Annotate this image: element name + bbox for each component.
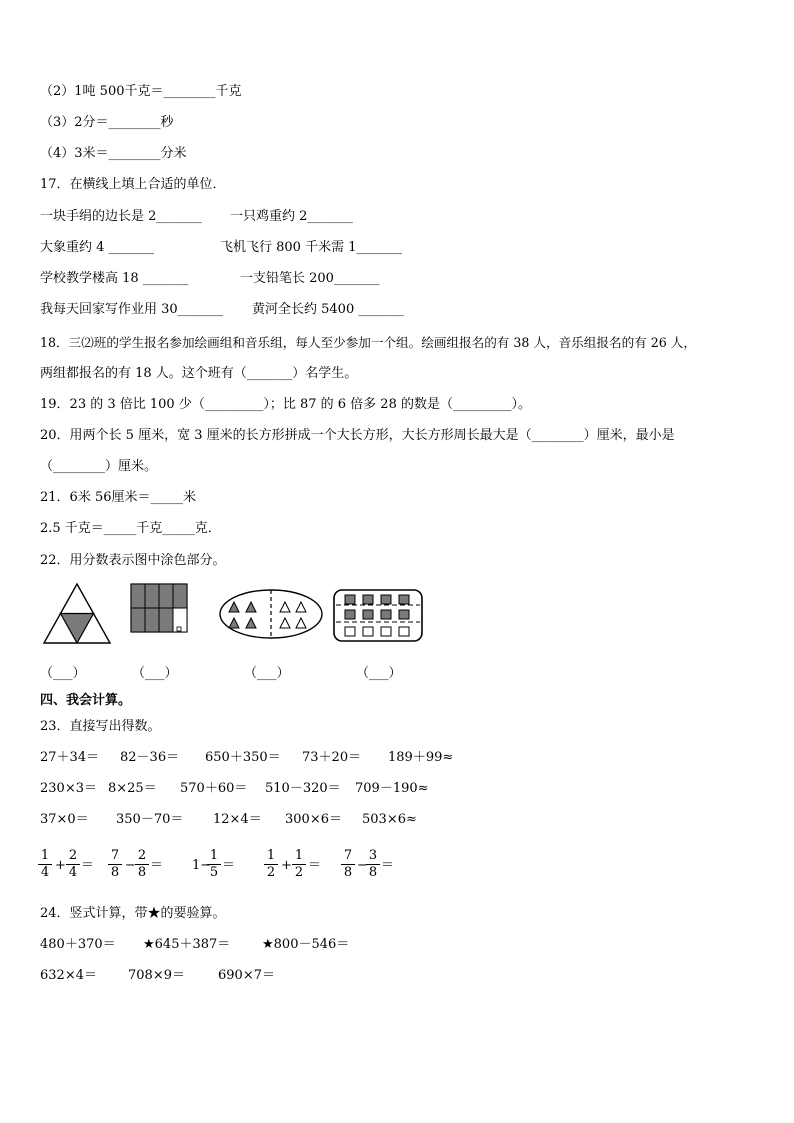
calc-item: 27＋34＝ — [40, 750, 100, 765]
equals-sign: ＝ — [222, 858, 236, 873]
q17-item-d: 飞机飞行 800 千米需 1_______ — [220, 240, 402, 255]
q18-line-2: 两组都报名的有 18 人。这个班有（_______）名学生。 — [40, 366, 358, 381]
q17-item-g: 我每天回家写作业用 30_______ — [40, 302, 224, 317]
calc-item: 300×6＝ — [285, 812, 342, 827]
fraction: $\frac{1}{2}$ — [264, 848, 278, 881]
vertical-item: 708×9＝ — [128, 968, 185, 983]
plus-sign: + — [55, 858, 66, 873]
q17-item-h: 黄河全长约 5400 _______ — [252, 302, 404, 317]
calc-item: 73＋20＝ — [302, 750, 362, 765]
calc-item: 230×3＝ — [40, 781, 97, 796]
q22-title: 22．用分数表示图中涂色部分。 — [40, 553, 226, 568]
q24-title: 24．竖式计算，带★的要验算。 — [40, 906, 226, 921]
vertical-item: 632×4＝ — [40, 968, 97, 983]
minus-sign: − — [125, 858, 136, 873]
calc-item: 503×6≈ — [362, 812, 417, 827]
q17-item-c: 大象重约 4 _______ — [40, 240, 155, 255]
figure-grid — [130, 583, 188, 633]
fraction: $\frac{2}{8}$ — [135, 848, 149, 881]
fraction: $\frac{7}{8}$ — [341, 848, 355, 881]
fraction: $\frac{1}{2}$ — [292, 848, 306, 881]
fraction: $\frac{3}{8}$ — [366, 848, 380, 881]
vertical-item: 690×7＝ — [218, 968, 275, 983]
q23-title: 23．直接写出得数。 — [40, 719, 161, 734]
figure-squares — [332, 588, 424, 643]
q22-answer-3[interactable]: （___） — [244, 666, 290, 681]
q21-line-1: 21．6米 56厘米＝_____米 — [40, 490, 196, 505]
vertical-item: ★645＋387＝ — [143, 937, 231, 952]
calc-item: 37×0＝ — [40, 812, 89, 827]
q17-item-b: 一只鸡重约 2_______ — [230, 209, 353, 224]
q22-answer-2[interactable]: （___） — [132, 666, 178, 681]
q16-item-4: （4）3米＝________分米 — [40, 146, 187, 161]
whole-minus: 1− — [192, 858, 212, 873]
q17-item-a: 一块手绢的边长是 2_______ — [40, 209, 202, 224]
q22-answer-1[interactable]: （___） — [40, 666, 86, 681]
calc-item: 12×4＝ — [213, 812, 262, 827]
equals-sign: ＝ — [381, 858, 395, 873]
figure-ellipse-triangles — [218, 588, 324, 640]
calc-item: 650＋350＝ — [205, 750, 281, 765]
equals-sign: ＝ — [81, 858, 95, 873]
q22-answer-4[interactable]: （___） — [356, 666, 402, 681]
q19: 19．23 的 3 倍比 100 少（_________）；比 87 的 6 倍多 28 的数是（_________）。 — [40, 397, 531, 412]
equals-sign: ＝ — [308, 858, 322, 873]
fraction: $\frac{7}{8}$ — [108, 848, 122, 881]
fraction: $\frac{2}{4}$ — [66, 848, 80, 881]
q20-line-2: （________）厘米。 — [40, 459, 158, 474]
calc-item: 709－190≈ — [355, 781, 429, 796]
q20-line-1: 20．用两个长 5 厘米，宽 3 厘米的长方形拼成一个大长方形，大长方形周长最大是（________）厘米，最小是 — [40, 428, 675, 443]
figure-triangle — [42, 583, 112, 645]
calc-item: 350－70＝ — [116, 812, 184, 827]
q17-item-f: 一支铅笔长 200_______ — [240, 271, 380, 286]
q17-title: 17．在横线上填上合适的单位． — [40, 177, 226, 192]
vertical-item: 480＋370＝ — [40, 937, 116, 952]
equals-sign: ＝ — [150, 858, 164, 873]
vertical-item: ★800－546＝ — [262, 937, 350, 952]
fraction: $\frac{1}{5}$ — [207, 848, 221, 881]
q16-item-2: （2）1吨 500千克＝________千克 — [40, 84, 242, 99]
q16-item-3: （3）2分＝________秒 — [40, 115, 174, 130]
minus-sign: − — [357, 858, 368, 873]
calc-item: 510－320＝ — [265, 781, 341, 796]
q21-line-2: 2.5 千克＝_____千克_____克． — [40, 521, 221, 536]
plus-sign: + — [281, 858, 292, 873]
q17-item-e: 学校教学楼高 18 _______ — [40, 271, 189, 286]
q18-line-1: 18．三⑵班的学生报名参加绘画组和音乐组，每人至少参加一个组。绘画组报名的有 38 人，音乐组报名的有 26 人， — [40, 335, 696, 350]
calc-item: 8×25＝ — [108, 781, 157, 796]
calc-item: 82－36＝ — [120, 750, 180, 765]
section-4-heading: 四、我会计算。 — [40, 693, 132, 708]
calc-item: 570＋60＝ — [180, 781, 248, 796]
calc-item: 189＋99≈ — [388, 750, 454, 765]
fraction: $\frac{1}{4}$ — [38, 848, 52, 881]
